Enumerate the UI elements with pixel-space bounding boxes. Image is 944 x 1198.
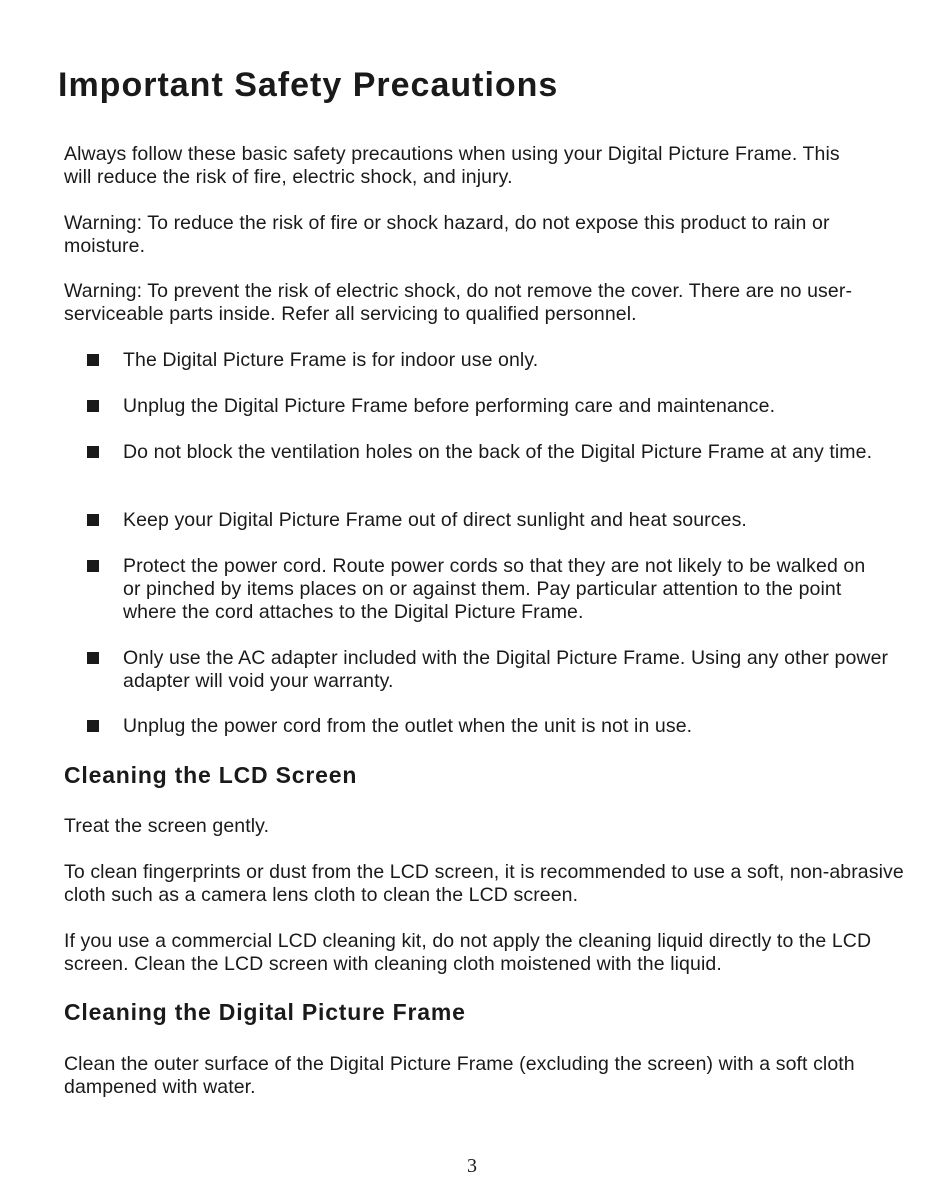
intro-paragraph: Always follow these basic safety precautions when using your Digital Picture Frame. This will reduce the risk of fire, electric shock, and injury. xyxy=(64,143,840,188)
bullet-icon xyxy=(87,400,99,412)
lcd-cleaning-paragraph: If you use a commercial LCD cleaning kit, do not apply the cleaning liquid directly to the LCD screen. Clean the LCD screen with cleaning cloth moistened with the liquid. xyxy=(64,930,872,975)
lcd-cleaning-paragraph: Treat the screen gently. xyxy=(64,815,270,837)
frame-cleaning-paragraph: Clean the outer surface of the Digital Picture Frame (excluding the screen) with a soft cloth dampened with water. xyxy=(64,1053,855,1098)
lcd-cleaning-heading: Cleaning the LCD Screen xyxy=(64,762,358,788)
precaution-item: Protect the power cord. Route power cords so that they are not likely to be walked on or pinched by items places on or against them. Pay particular attention to the point where the cord attaches to the Digital Picture Frame. xyxy=(123,555,866,623)
precaution-item: The Digital Picture Frame is for indoor use only. xyxy=(123,349,539,371)
page-number: 3 xyxy=(467,1155,477,1177)
bullet-icon xyxy=(87,652,99,664)
lcd-cleaning-paragraph: To clean fingerprints or dust from the LCD screen, it is recommended to use a soft, non-abrasive cloth such as a camera lens cloth to clean the LCD screen. xyxy=(64,861,904,906)
bullet-icon xyxy=(87,514,99,526)
frame-cleaning-heading: Cleaning the Digital Picture Frame xyxy=(64,999,466,1025)
bullet-icon xyxy=(87,354,99,366)
precaution-item: Do not block the ventilation holes on the back of the Digital Picture Frame at any time. xyxy=(123,441,873,463)
precaution-item: Unplug the Digital Picture Frame before performing care and maintenance. xyxy=(123,395,776,417)
bullet-icon xyxy=(87,446,99,458)
precaution-item: Only use the AC adapter included with the Digital Picture Frame. Using any other power adapter will void your warranty. xyxy=(123,647,889,692)
precaution-item: Keep your Digital Picture Frame out of direct sunlight and heat sources. xyxy=(123,509,747,531)
bullet-icon xyxy=(87,560,99,572)
warning-cover-paragraph: Warning: To prevent the risk of electric shock, do not remove the cover. There are no user-serviceable parts inside. Refer all servicing to qualified personnel. xyxy=(64,280,853,325)
page-title: Important Safety Precautions xyxy=(58,66,559,104)
bullet-icon xyxy=(87,720,99,732)
warning-moisture-paragraph: Warning: To reduce the risk of fire or shock hazard, do not expose this product to rain or moisture. xyxy=(64,212,830,257)
precaution-item: Unplug the power cord from the outlet when the unit is not in use. xyxy=(123,715,693,737)
